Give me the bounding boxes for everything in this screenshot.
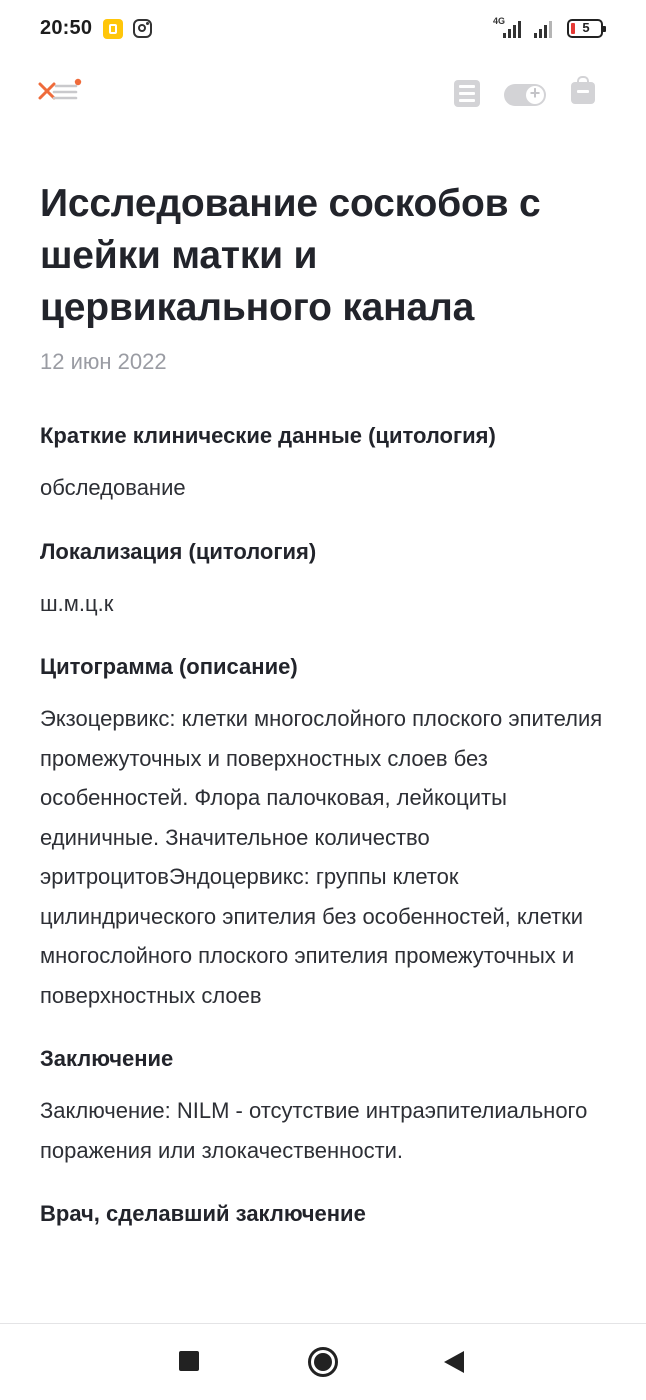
section-value: обследование	[40, 475, 186, 500]
document-content	[40, 178, 610, 1246]
section-clinical-data	[40, 421, 610, 508]
battery-level: 5	[582, 20, 590, 35]
network-type: 4G	[493, 16, 506, 26]
section-doctor	[40, 1199, 610, 1229]
section-label: Локализация (цитология)	[40, 538, 317, 564]
section-conclusion	[40, 1044, 610, 1170]
home-button[interactable]	[308, 1347, 338, 1377]
document-date: 12 июн 2022	[40, 349, 167, 374]
bag-icon[interactable]	[571, 82, 595, 104]
notification-app-icon	[103, 19, 123, 39]
close-menu-icon[interactable]	[38, 78, 84, 112]
signal-icon-sim2	[534, 20, 552, 38]
section-label: Краткие клинические данные (цитология)	[40, 423, 496, 448]
section-value: Экзоцервикс: клетки многослойного плоского эпителия промежуточных и поверхностных слоев без особенностей. Флора палочковая, лейкоциты единичные. Значительное количество эритроцитовЭндоцервикс: группы клеток цилиндрического эпителия без особенностей, клетки многослойного плоского эпителия промежуточных и поверхностных слоев	[40, 706, 603, 1008]
back-button[interactable]	[444, 1351, 464, 1373]
section-cytogram	[40, 652, 610, 1015]
toggle-add-icon[interactable]	[504, 84, 546, 106]
status-time: 20:50	[40, 17, 93, 39]
page-title: Исследование соскобов с шейки матки и цервикального канала	[40, 182, 541, 329]
section-localization	[40, 537, 610, 624]
app-toolbar	[0, 72, 646, 116]
recents-button[interactable]	[179, 1351, 199, 1371]
system-navigation-bar	[0, 1323, 646, 1400]
status-bar	[0, 0, 646, 58]
signal-icon	[503, 20, 521, 38]
section-value: Заключение: NILM - отсутствие интраэпителиального поражения или злокачественности.	[40, 1098, 588, 1163]
section-label: Заключение	[40, 1046, 174, 1071]
instagram-icon	[133, 19, 152, 38]
section-value: ш.м.ц.к	[40, 590, 114, 616]
section-label: Врач, сделавший заключение	[40, 1201, 366, 1226]
section-label: Цитограмма (описание)	[40, 654, 298, 679]
list-icon[interactable]	[454, 80, 480, 107]
